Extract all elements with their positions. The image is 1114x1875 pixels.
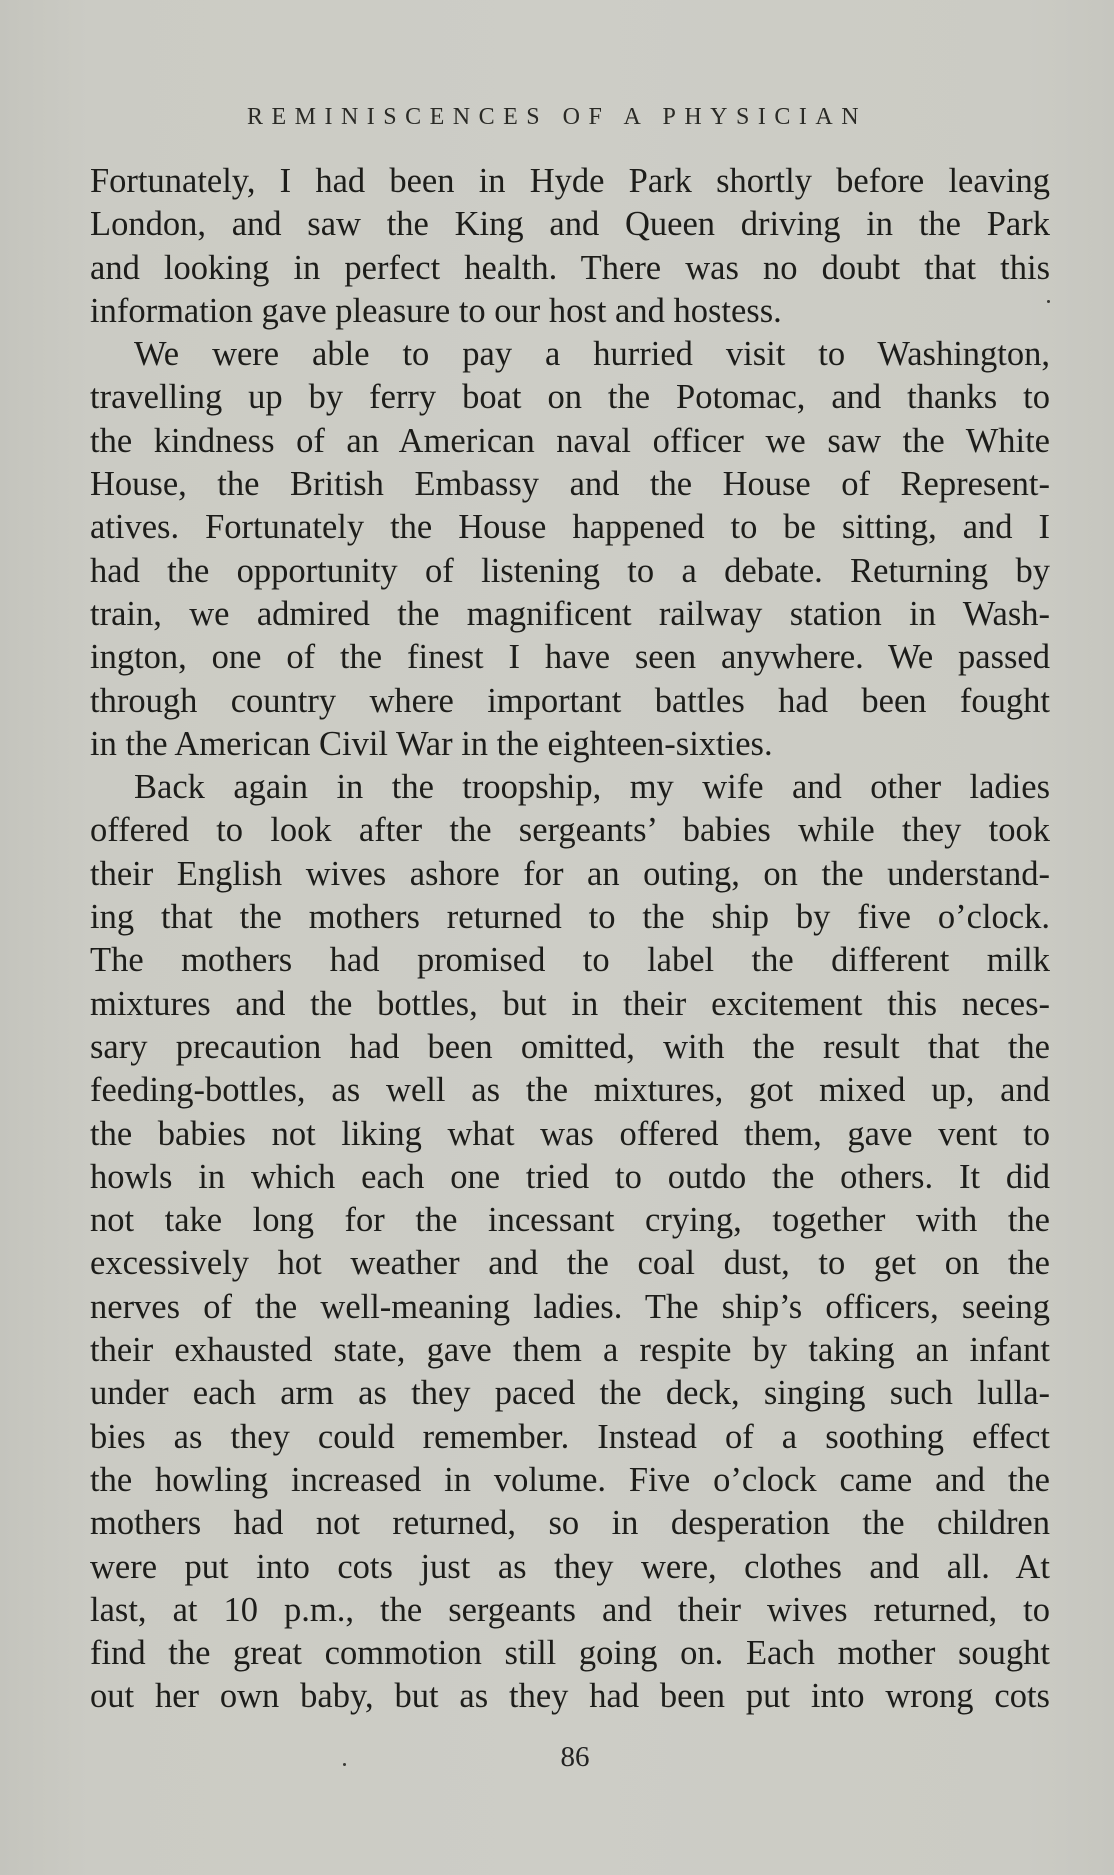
body-text [90, 160, 1050, 1719]
text-line: out her own baby, but as they had been put into wrong cots [90, 1677, 1050, 1716]
text-line: offered to look after the sergeants’ babies while they took [90, 811, 1050, 850]
text-line: under each arm as they paced the deck, singing such lulla‐ [90, 1374, 1050, 1413]
text-line: were put into cots just as they were, clothes and all. At [90, 1547, 1050, 1586]
text-line: mixtures and the bottles, but in their excitement this neces‐ [90, 984, 1050, 1023]
text-line: ing that the mothers returned to the ship by five o’clock. [90, 898, 1050, 937]
text-line: in the American Civil War in the eighteen‐sixties. [90, 724, 773, 763]
text-line: and looking in perfect health. There was no doubt that this [90, 248, 1050, 287]
text-line: mothers had not returned, so in desperation the children [90, 1504, 1050, 1543]
text-line: the babies not liking what was offered them, gave vent to [90, 1114, 1050, 1153]
text-line: last, at 10 p.m., the sergeants and their wives returned, to [90, 1590, 1050, 1629]
text-line: ington, one of the finest I have seen anywhere. We passed [90, 638, 1050, 677]
text-line: not take long for the incessant crying, together with the [90, 1201, 1050, 1240]
text-line: information gave pleasure to our host and hostess. [90, 291, 782, 330]
text-line: House, the British Embassy and the House of Represent‐ [90, 465, 1050, 504]
page-number: 86 [560, 1741, 590, 1773]
text-line: the kindness of an American naval officer we saw the White [90, 421, 1050, 460]
text-line: train, we admired the magnificent railway station in Wash‐ [90, 594, 1050, 633]
text-line: London, and saw the King and Queen driving in the Park [90, 205, 1050, 244]
text-line: through country where important battles had been fought [90, 681, 1050, 720]
ink-speck [1047, 300, 1050, 303]
text-line: bies as they could remember. Instead of a soothing effect [90, 1417, 1050, 1456]
text-line: their English wives ashore for an outing, on the understand‐ [90, 854, 1050, 893]
text-line: atives. Fortunately the House happened to be sitting, and I [90, 508, 1050, 547]
text-line: Fortunately, I had been in Hyde Park shortly before leaving [90, 162, 1050, 200]
text-line: feeding‐bottles, as well as the mixtures, got mixed up, and [90, 1071, 1050, 1110]
text-line: nerves of the well‐meaning ladies. The ship’s officers, seeing [90, 1287, 1050, 1326]
text-line: The mothers had promised to label the different milk [90, 941, 1050, 980]
text-line: their exhausted state, gave them a respite by taking an infant [90, 1331, 1050, 1370]
text-line: Back again in the troopship, my wife and other ladies [134, 768, 1050, 807]
text-line: excessively hot weather and the coal dust, to get on the [90, 1244, 1050, 1283]
text-line: find the great commotion still going on. Each mother sought [90, 1634, 1050, 1673]
text-line: the howling increased in volume. Five o’clock came and the [90, 1460, 1050, 1499]
text-line: sary precaution had been omitted, with the result that the [90, 1027, 1050, 1066]
running-head: REMINISCENCES OF A PHYSICIAN [246, 104, 868, 130]
text-line: travelling up by ferry boat on the Potomac, and thanks to [90, 378, 1050, 417]
text-line: We were able to pay a hurried visit to Washington, [134, 335, 1050, 374]
text-line: howls in which each one tried to outdo the others. It did [90, 1157, 1050, 1196]
text-line: had the opportunity of listening to a debate. Returning by [90, 551, 1050, 590]
